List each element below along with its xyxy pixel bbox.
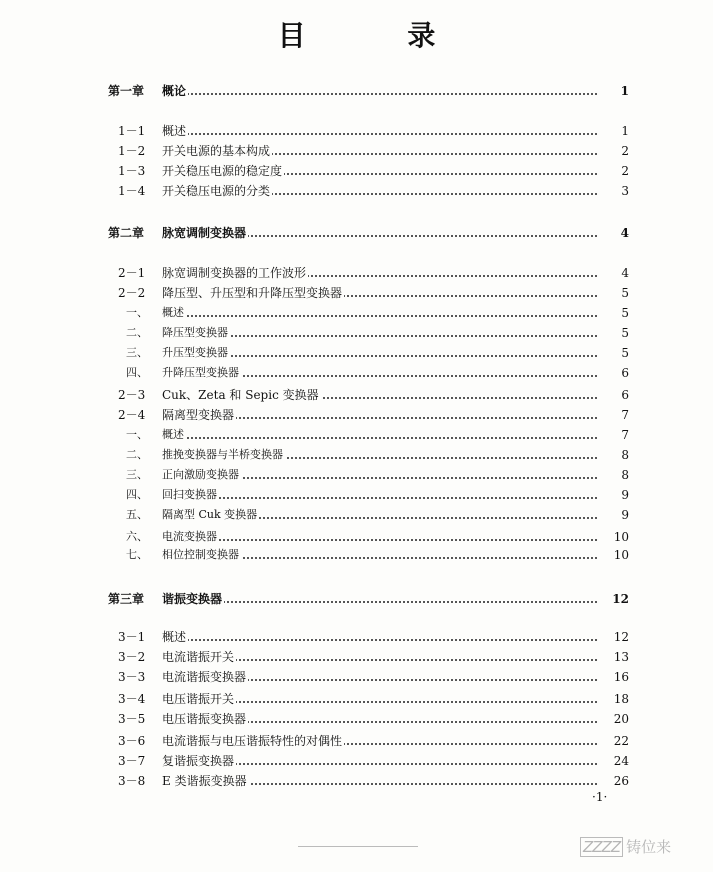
toc-entry-number: 3－2 [118,650,146,664]
toc-entry-page: 10 [599,546,629,564]
toc-entry-title: 电压谐振开关 [162,692,235,706]
toc-entry-section [0,648,713,666]
toc-entry-number: 1－1 [118,124,146,138]
dot-leader [162,437,621,439]
toc-entry-page: 22 [599,732,629,750]
toc-entry-sub [0,304,713,322]
toc-entry-number: 2－4 [118,408,146,422]
toc-entry-number: 3－7 [118,754,146,768]
toc-entry-title: 概述 [162,630,187,644]
toc-entry-section [0,690,713,708]
toc-entry-page: 3 [599,182,629,200]
toc-entry-title: 相位控制变换器 [162,546,241,564]
toc-entry-title: 电流谐振开关 [162,650,235,664]
toc-entry-section [0,122,713,140]
toc-entry-page: 7 [599,426,629,444]
toc-entry-number: 五、 [126,508,148,521]
toc-entry-title: 谐振变换器 [162,592,223,606]
toc-entry-chapter [0,590,713,608]
toc-entry-number: 1－4 [118,184,146,198]
toc-entry-sub [0,446,713,464]
toc-entry-sub [0,426,713,444]
toc-entry-number: 第二章 [108,226,145,240]
toc-entry-title: 概述 [162,304,186,322]
toc-entry-sub [0,506,713,524]
dot-leader [162,133,621,135]
toc-entry-number: 四、 [126,366,148,379]
toc-entry-title: 概论 [162,84,187,98]
toc-entry-section [0,772,713,790]
dot-leader [162,601,621,603]
toc-entry-title: 脉宽调制变换器的工作波形 [162,266,307,280]
toc-entry-title: 电压谐振变换器 [162,712,247,726]
toc-entry-number: 六、 [126,530,148,543]
toc-entry-chapter [0,224,713,242]
toc-entry-section [0,668,713,686]
toc-entry-number: 3－5 [118,712,146,726]
dot-leader [162,335,621,337]
toc-entry-page: 5 [599,324,629,342]
toc-entry-title: 隔离型 Cuk 变换器 [162,506,259,524]
toc-entry-section [0,386,713,404]
toc-entry-sub [0,546,713,564]
toc-entry-number: 1－3 [118,164,146,178]
toc-entry-page: 8 [599,466,629,484]
toc-entry-title: 隔离型变换器 [162,408,235,422]
toc-entry-title: 概述 [162,426,186,444]
watermark-text: 铸位来 [626,838,672,856]
toc-entry-number: 二、 [126,326,148,339]
toc-entry-title: 降压型、升压型和升降压型变换器 [162,286,343,300]
toc-entry-section [0,710,713,728]
toc-entry-number: 第三章 [108,592,145,606]
page-number: ·1· [592,790,608,804]
toc-entry-title: 升降压型变换器 [162,364,241,382]
toc-entry-sub [0,528,713,546]
toc-entry-page: 18 [599,690,629,708]
toc-entry-page: 8 [599,446,629,464]
toc-entry-section [0,406,713,424]
toc-entry-page: 26 [599,772,629,790]
toc-entry-number: 一、 [126,428,148,441]
toc-entry-number: 3－3 [118,670,146,684]
dot-leader [162,93,621,95]
toc-entry-number: 3－1 [118,630,146,644]
toc-entry-title: 推挽变换器与半桥变换器 [162,446,285,464]
toc-entry-title: 开关电源的基本构成 [162,144,271,158]
toc-entry-page: 6 [599,386,629,404]
toc-entry-chapter [0,82,713,100]
toc-entry-sub [0,344,713,362]
toc-entry-title: E 类谐振变换器 [162,774,247,788]
toc-entry-sub [0,364,713,382]
toc-entry-title: 概述 [162,124,187,138]
toc-entry-number: 二、 [126,448,148,461]
toc-entry-number: 3－8 [118,774,146,788]
toc-entry-page: 24 [599,752,629,770]
toc-entry-page: 9 [599,486,629,504]
toc-entry-title: 升压型变换器 [162,344,230,362]
toc-entry-page: 12 [599,590,629,608]
watermark-box: ZZZZ [580,837,623,857]
toc-entry-number: 一、 [126,306,148,319]
toc-entry-section [0,182,713,200]
toc-entry-sub [0,486,713,504]
toc-entry-number: 1－2 [118,144,146,158]
toc-entry-title: 正向激励变换器 [162,466,241,484]
toc-entry-title: 脉宽调制变换器 [162,226,247,240]
toc-entry-page: 4 [599,264,629,282]
toc-entry-page: 7 [599,406,629,424]
toc-entry-number: 三、 [126,468,148,481]
toc-entry-section [0,752,713,770]
toc-entry-number: 三、 [126,346,148,359]
toc-entry-page: 5 [599,304,629,322]
toc-entry-number: 第一章 [108,84,145,98]
toc-entry-page: 6 [599,364,629,382]
scan-artifact-line [298,846,418,847]
toc-entry-page: 5 [599,344,629,362]
toc-entry-section [0,732,713,750]
toc-entry-number: 2－3 [118,388,146,402]
toc-entry-number: 3－4 [118,692,146,706]
watermark-logo [580,836,671,857]
toc-entry-number: 七、 [126,548,148,561]
toc-entry-number: 3－6 [118,734,146,748]
toc-entry-page: 13 [599,648,629,666]
toc-entry-page: 10 [599,528,629,546]
toc-entry-title: 回扫变换器 [162,486,219,504]
toc-entry-page: 2 [599,162,629,180]
toc-entry-title: 电流谐振变换器 [162,670,247,684]
toc-entry-section [0,142,713,160]
dot-leader [162,355,621,357]
toc-entry-page: 9 [599,506,629,524]
toc-entry-page: 2 [599,142,629,160]
toc-entry-number: 2－1 [118,266,146,280]
toc-entry-sub [0,466,713,484]
toc-entry-title: Cuk、Zeta 和 Sepic 变换器 [162,388,319,402]
dot-leader [162,639,621,641]
toc-entry-title: 开关稳压电源的稳定度 [162,164,283,178]
toc-entry-title: 降压型变换器 [162,324,230,342]
toc-entry-page: 20 [599,710,629,728]
toc-entry-title: 电流谐振与电压谐振特性的对偶性 [162,734,343,748]
toc-entry-page: 16 [599,668,629,686]
toc-entry-title: 电流变换器 [162,528,219,546]
toc-entry-section [0,264,713,282]
dot-leader [162,497,621,499]
toc-entry-page: 5 [599,284,629,302]
toc-entry-title: 开关稳压电源的分类 [162,184,271,198]
toc-entry-page: 1 [599,82,629,100]
toc-entry-section [0,628,713,646]
toc-entry-page: 1 [599,122,629,140]
page-title: 目 录 [277,19,482,52]
dot-leader [162,539,621,541]
toc-entry-title: 复谐振变换器 [162,754,235,768]
toc-entry-page: 12 [599,628,629,646]
toc-entry-page: 4 [599,224,629,242]
dot-leader [162,315,621,317]
toc-entry-number: 2－2 [118,286,146,300]
toc-entry-section [0,284,713,302]
toc-entry-sub [0,324,713,342]
toc-entry-section [0,162,713,180]
toc-entry-number: 四、 [126,488,148,501]
